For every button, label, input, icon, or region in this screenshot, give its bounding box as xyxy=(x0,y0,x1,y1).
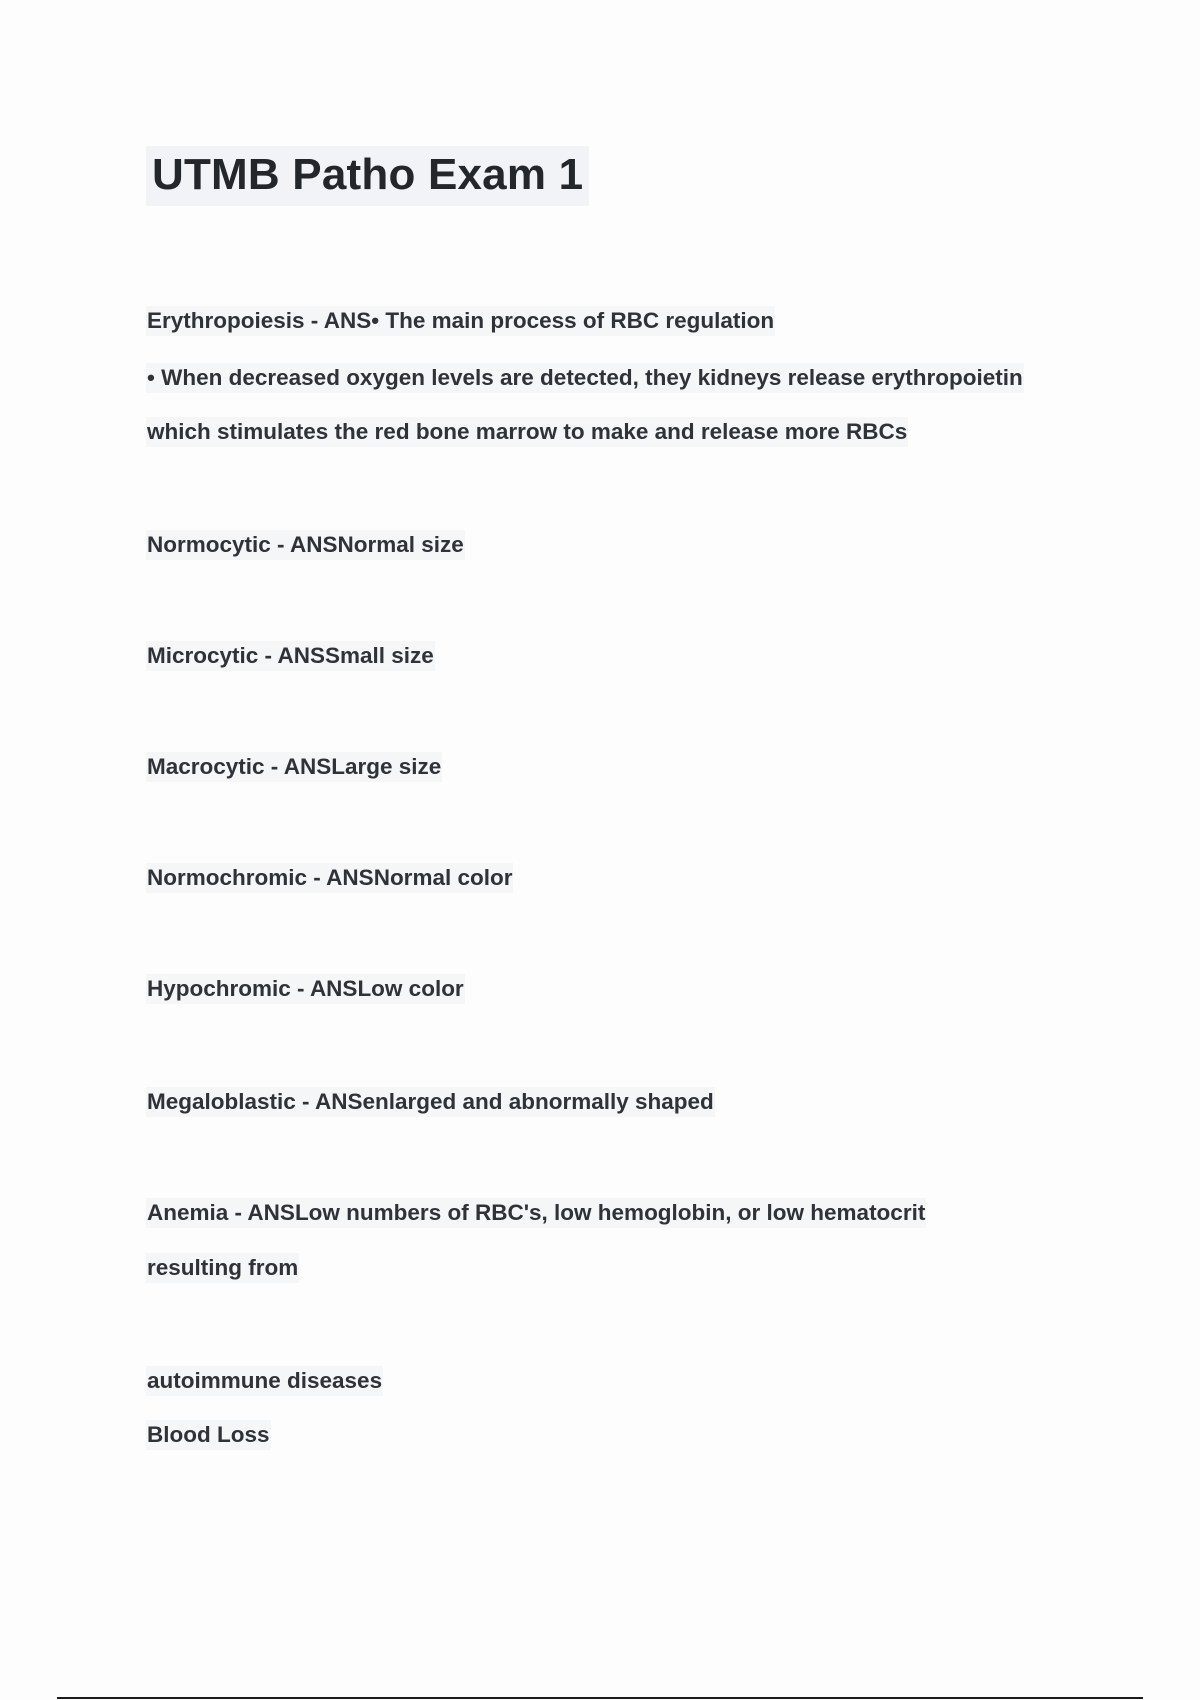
text-line-macrocytic: Macrocytic - ANSLarge size xyxy=(146,752,442,782)
text-line-microcytic: Microcytic - ANSSmall size xyxy=(146,641,435,671)
text-line-normocytic: Normocytic - ANSNormal size xyxy=(146,530,465,560)
text-line-autoimmune: autoimmune diseases xyxy=(146,1366,383,1396)
text-line-erythropoiesis: Erythropoiesis - ANS• The main process of RBC regulation xyxy=(146,306,775,336)
document-title: UTMB Patho Exam 1 xyxy=(146,146,589,206)
text-line-anemia: Anemia - ANSLow numbers of RBC's, low hemoglobin, or low hematocrit xyxy=(146,1198,926,1228)
text-line-hypochromic: Hypochromic - ANSLow color xyxy=(146,974,465,1004)
text-line-erythropoiesis-detail-cont: which stimulates the red bone marrow to make and release more RBCs xyxy=(146,417,908,447)
text-line-megaloblastic: Megaloblastic - ANSenlarged and abnormally shaped xyxy=(146,1087,715,1117)
text-line-blood-loss: Blood Loss xyxy=(146,1420,271,1450)
text-line-normochromic: Normochromic - ANSNormal color xyxy=(146,863,513,893)
text-line-erythropoiesis-detail: • When decreased oxygen levels are detected, they kidneys release erythropoietin xyxy=(146,363,1024,393)
footer-divider xyxy=(57,1697,1143,1699)
text-line-anemia-cont: resulting from xyxy=(146,1253,299,1283)
